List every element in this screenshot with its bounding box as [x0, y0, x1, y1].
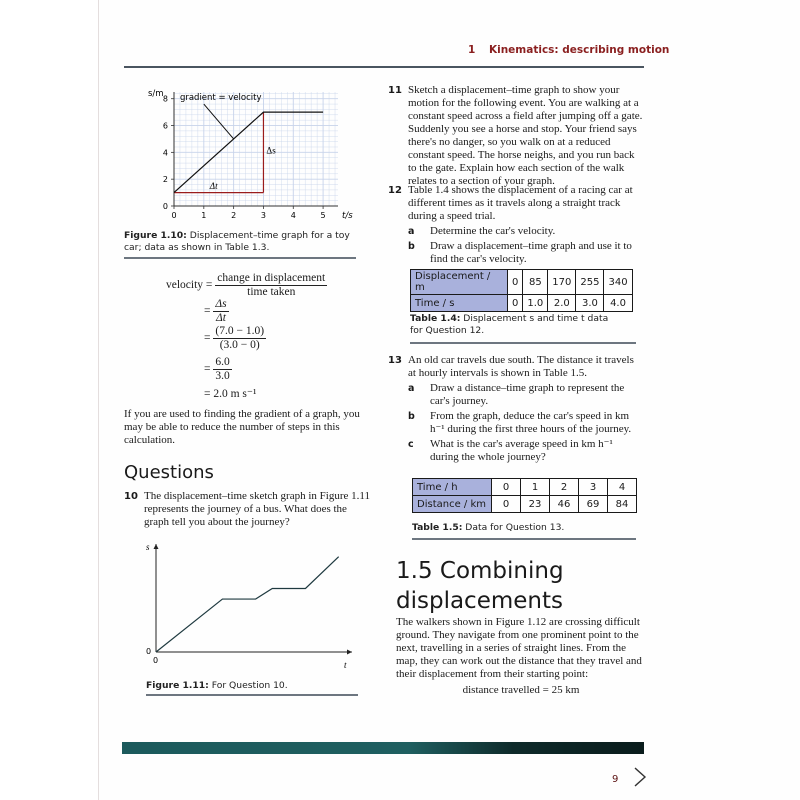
part-text: Determine the car's velocity. [430, 225, 556, 237]
table-cell: 1.0 [523, 295, 548, 312]
caption-divider [410, 342, 636, 344]
table-row [413, 496, 637, 513]
question-12-part-a [408, 225, 644, 238]
question-text: Table 1.4 shows the displacement of a racing car at different times as it travels along a straight track during a speed trial. [408, 184, 633, 222]
y-tick-label: 0 [162, 202, 168, 211]
x-tick-label: 5 [320, 211, 326, 220]
y-tick-label: 2 [162, 175, 168, 185]
part-text: Draw a distance–time graph to represent the car's journey. [430, 382, 625, 407]
part-label: a [408, 226, 415, 237]
row-header: Displacement / m [411, 270, 508, 295]
figure-1-10-graph [140, 84, 360, 230]
caption-divider [146, 694, 358, 696]
row-header: Time / h [413, 479, 492, 496]
question-11 [388, 84, 644, 188]
chevron-right-icon[interactable] [632, 766, 648, 788]
y-axis-label: s [146, 542, 150, 552]
graph-tick-labels [163, 95, 326, 220]
x-tick-label: 1 [201, 211, 207, 220]
table-row [413, 479, 637, 496]
graph-axes [174, 92, 338, 206]
caption-label: Figure 1.11: [146, 680, 209, 691]
section-heading [396, 556, 564, 616]
question-13-part-a [408, 382, 644, 408]
denominator: 3.0 [215, 370, 230, 382]
part-label: a [408, 383, 415, 394]
table-cell: 0 [508, 270, 523, 295]
part-text: From the graph, deduce the car's speed in km h⁻¹ during the first three hours of the journey. [430, 410, 632, 435]
annotation-delta-s: Δs [266, 145, 276, 156]
question-12-part-b [408, 240, 644, 266]
table-cell: 340 [604, 270, 632, 295]
x-axis-label: t/s [342, 211, 353, 221]
question-number: 13 [388, 355, 402, 366]
x-tick-label: 3 [260, 211, 267, 220]
table-cell: 23 [521, 496, 550, 513]
equals-sign: = [204, 363, 211, 376]
annotation-gradient-velocity: gradient = velocity [179, 93, 262, 104]
y-tick-label: 6 [162, 121, 168, 131]
graph-grid [174, 92, 338, 206]
table-cell: 85 [523, 270, 548, 295]
fraction [213, 356, 231, 383]
caption-text: For Question 10. [208, 680, 288, 691]
part-text: Draw a displacement–time graph and use it to find the car's velocity. [430, 240, 632, 265]
table-cell: 84 [608, 496, 637, 513]
table-1-5-caption [412, 522, 564, 534]
numerator: (7.0 − 1.0) [215, 325, 265, 337]
fraction [213, 325, 266, 352]
row-header: Time / s [411, 295, 508, 312]
table-cell: 255 [576, 270, 604, 295]
equation-result: = 2.0 m s⁻¹ [204, 388, 257, 400]
question-13 [388, 354, 644, 464]
caption-text: Data for Question 13. [462, 522, 565, 533]
equals-sign: = [204, 305, 211, 318]
caption-label: Figure 1.10: [124, 230, 187, 241]
table-1-4 [410, 269, 633, 312]
question-text: The displacement–time sketch graph in Figure 1.11 represents the journey of a bus. What does the graph tell you about the journey? [144, 490, 370, 528]
table-cell: 2.0 [548, 295, 576, 312]
denominator: time taken [247, 286, 296, 298]
caption-label: Table 1.5: [412, 522, 463, 533]
origin-x-label: 0 [153, 656, 159, 665]
question-number: 11 [388, 85, 402, 96]
part-text: What is the car's average speed in km h⁻¹ during the whole journey? [430, 438, 613, 463]
table-cell: 4.0 [604, 295, 632, 312]
distance-equation: distance travelled = 25 km [462, 684, 580, 696]
equals-sign: = [204, 332, 211, 345]
chapter-header [468, 44, 669, 56]
figure-1-10-caption [124, 230, 364, 254]
x-axis-label: t [344, 660, 347, 670]
denominator: (3.0 − 0) [219, 339, 260, 351]
table-row [411, 295, 633, 312]
table-row [411, 270, 633, 295]
part-label: b [408, 241, 415, 252]
equation-step-1 [166, 272, 327, 299]
caption-label: Table 1.4: [410, 313, 461, 324]
graph-marks [156, 557, 339, 652]
caption-text: Displacement s and time t data for Question 12. [410, 313, 609, 336]
fraction [215, 272, 327, 299]
figure-1-11-graph [140, 534, 360, 674]
equation-step-3 [204, 325, 266, 352]
table-cell: 2 [550, 479, 579, 496]
numerator: 6.0 [215, 356, 230, 368]
gradient-paragraph: If you are used to finding the gradient of a graph, you may be able to reduce the number of steps in this calculation. [124, 408, 360, 446]
table-cell: 1 [521, 479, 550, 496]
table-cell: 4 [608, 479, 637, 496]
caption-divider [124, 257, 356, 259]
section-paragraph: The walkers shown in Figure 1.12 are crossing difficult ground. They navigate from one prominent point to the next, travelling in a series of straight lines. From the map, they can work out the distance that they travel and their displacement from their starting point: [396, 616, 642, 680]
y-tick-label: 4 [162, 148, 168, 158]
table-cell: 0 [508, 295, 523, 312]
y-axis-arrow [154, 544, 159, 549]
part-label: b [408, 411, 415, 422]
footer-bar [122, 742, 644, 754]
table-1-4-caption [410, 313, 610, 337]
bus-journey-line [156, 557, 339, 652]
chapter-title: Kinematics: describing motion [488, 44, 670, 56]
question-13-part-b [408, 410, 644, 436]
table-cell: 170 [548, 270, 576, 295]
y-axis-label: s/m [148, 89, 164, 99]
question-number: 12 [388, 185, 402, 196]
question-12 [388, 184, 644, 266]
x-tick-label: 0 [171, 211, 177, 220]
numerator: Δs [215, 298, 227, 310]
question-13-part-c [408, 438, 644, 464]
denominator: Δt [216, 312, 226, 324]
caption-divider [412, 538, 636, 540]
section-heading-line-2: displacements [396, 588, 563, 614]
question-text: An old car travels due south. The distance it travels at hourly intervals is shown in Table 1.5. [408, 354, 634, 379]
x-tick-label: 4 [290, 211, 296, 220]
y-tick-label: 8 [162, 94, 168, 104]
origin-y-label: 0 [146, 647, 152, 656]
questions-heading: Questions [124, 462, 214, 483]
chapter-number: 1 [468, 44, 476, 56]
x-tick-label: 2 [231, 211, 237, 220]
table-cell: 69 [579, 496, 608, 513]
caption-text: Displacement–time graph for a toy car; data as shown in Table 1.3. [124, 230, 350, 253]
section-heading-line-1: 1.5 Combining [396, 558, 564, 584]
question-10 [124, 490, 372, 529]
table-cell: 3.0 [576, 295, 604, 312]
equation-step-4 [204, 356, 232, 383]
question-text: Sketch a displacement–time graph to show your motion for the following event. You are walking at a constant speed across a field after jumping off a gate. Suddenly you see a horse and stop. Your friend says there's no danger, so you walk on at a reduced constant speed. The horse neighs, and you run back to the gate. Explain how each section of the walk relates to a section of your graph. [408, 84, 643, 187]
table-cell: 3 [579, 479, 608, 496]
table-cell: 0 [492, 479, 521, 496]
table-cell: 46 [550, 496, 579, 513]
equation-lhs: velocity = [166, 279, 213, 292]
numerator: change in displacement [217, 272, 326, 284]
figure-1-11-caption [146, 680, 288, 692]
question-number: 10 [124, 491, 138, 502]
part-label: c [408, 439, 414, 450]
page-number: 9 [612, 774, 619, 785]
annotation-delta-t: Δt [209, 181, 218, 192]
x-axis-arrow [347, 650, 352, 655]
table-1-5 [412, 478, 637, 513]
fraction [213, 298, 228, 325]
equation-step-2 [204, 298, 229, 325]
table-cell: 0 [492, 496, 521, 513]
header-divider [124, 66, 644, 68]
row-header: Distance / km [413, 496, 492, 513]
